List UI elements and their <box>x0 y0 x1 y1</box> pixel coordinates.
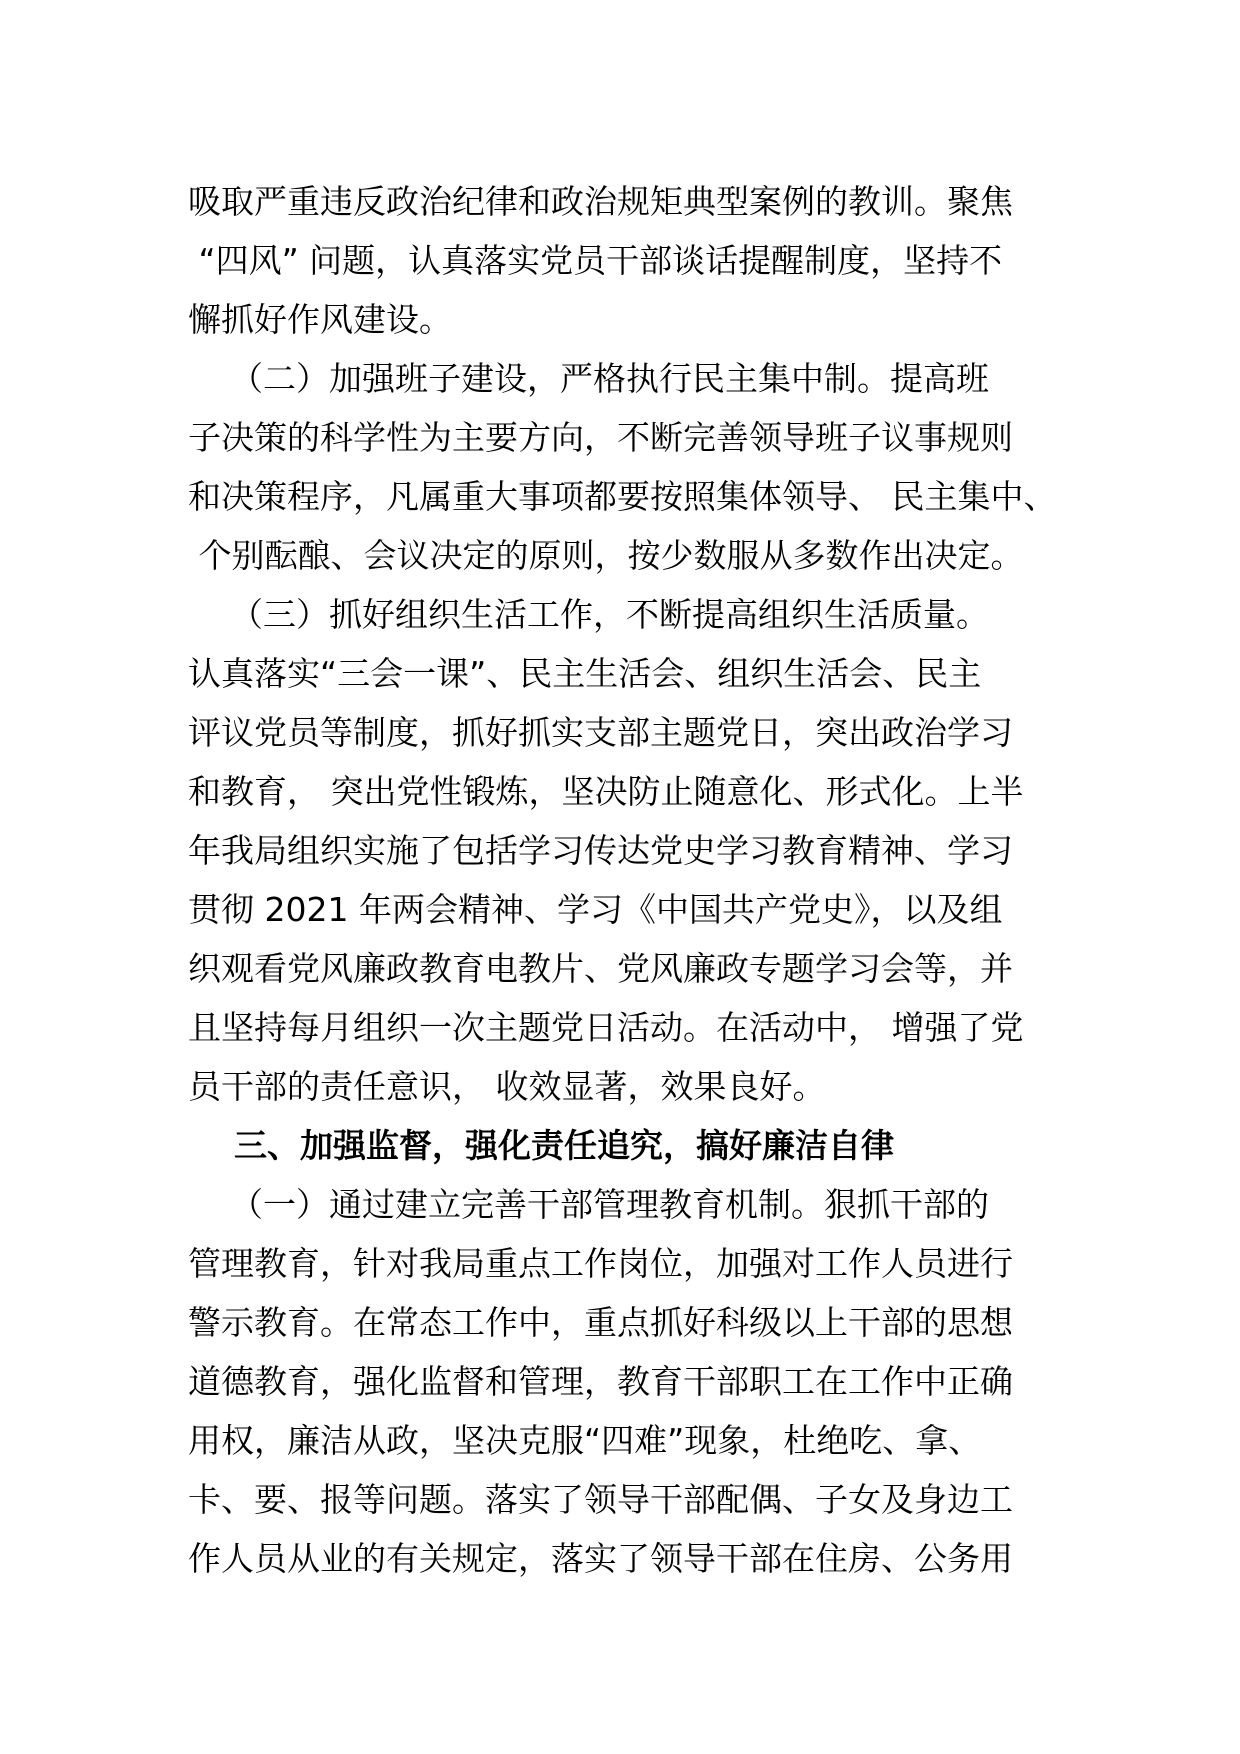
text-line: （三）抓好组织生活工作，不断提高组织生活质量。 <box>188 595 989 634</box>
text-line: （一）通过建立完善干部管理教育机制。狠抓干部的 <box>188 1185 989 1224</box>
text-line: 贯彻 2021 年两会精神、学习《中国共产党史》，以及组 <box>188 890 1003 929</box>
text-line: （二）加强班子建设，严格执行民主集中制。提高班 <box>188 359 989 398</box>
text-line: 懈抓好作风建设。 <box>188 300 452 339</box>
text-line: 作人员从业的有关规定，落实了领导干部在住房、公务用 <box>188 1539 1013 1578</box>
text-line: 管理教育，针对我局重点工作岗位，加强对工作人员进行 <box>188 1244 1013 1283</box>
text-line: 且坚持每月组织一次主题党日活动。在活动中， 增强了党 <box>188 1008 1024 1047</box>
text-line: 子决策的科学性为主要方向，不断完善领导班子议事规则 <box>188 418 1013 457</box>
document-body <box>188 172 1068 1588</box>
text-line: 用权，廉洁从政，坚决克服“四难”现象，杜绝吃、拿、 <box>188 1421 982 1460</box>
text-line: 道德教育，强化监督和管理，教育干部职工在工作中正确 <box>188 1362 1013 1401</box>
text-line: 员干部的责任意识， 收效显著，效果良好。 <box>188 1067 826 1106</box>
section-heading: 三、加强监督，强化责任追究，搞好廉洁自律 <box>188 1126 894 1165</box>
text-line: 认真落实“三会一课”、民主生活会、组织生活会、民主 <box>188 654 982 693</box>
text-line: 织观看党风廉政教育电教片、党风廉政专题学习会等，并 <box>188 949 1013 988</box>
text-line: 警示教育。在常态工作中，重点抓好科级以上干部的思想 <box>188 1303 1013 1342</box>
text-line: 和决策程序，凡属重大事项都要按照集体领导、 民主集中、 <box>188 477 1057 516</box>
text-line: 评议党员等制度，抓好抓实支部主题党日，突出政治学习 <box>188 713 1013 752</box>
text-line: 个别酝酿、会议决定的原则，按少数服从多数作出决定。 <box>188 536 1024 575</box>
text-line: 和教育， 突出党性锻炼，坚决防止随意化、形式化。上半 <box>188 772 1024 811</box>
text-line: 吸取严重违反政治纪律和政治规矩典型案例的教训。聚焦 <box>188 182 1013 221</box>
text-line: “四风” 问题，认真落实党员干部谈话提醒制度，坚持不 <box>188 241 1003 280</box>
text-line: 年我局组织实施了包括学习传达党史学习教育精神、学习 <box>188 831 1013 870</box>
text-line: 卡、要、报等问题。落实了领导干部配偶、子女及身边工 <box>188 1480 1013 1519</box>
